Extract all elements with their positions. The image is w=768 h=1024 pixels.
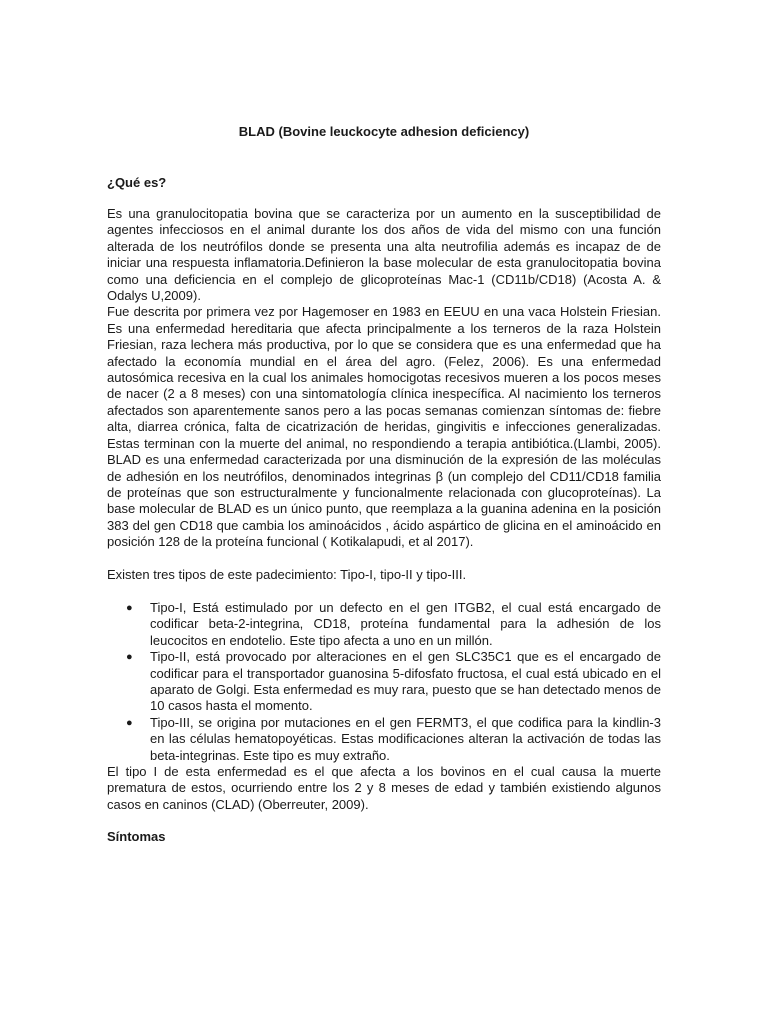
list-item-text: Tipo-I, Está estimulado por un defecto en el gen ITGB2, el cual está encargado de codificar beta-2-integrina, CD18, proteína fundamental para la adhesión de los leucocitos en endotelio. Este tipo afecta a uno en un millón.	[150, 599, 661, 648]
bullet-icon: ●	[126, 651, 133, 664]
list-item	[126, 599, 661, 649]
list-item-text: Tipo-III, se origina por mutaciones en el gen FERMT3, el que codifica para la kindlin-3 en las células hematopoyéticas. Estas modificaciones alteran la activación de todas las beta-integrinas. Este tipo es muy extraño.	[150, 714, 661, 763]
document-title: BLAD (Bovine leuckocyte adhesion deficiency)	[238, 124, 530, 139]
bullet-icon: ●	[126, 716, 133, 729]
bullet-icon: ●	[126, 601, 133, 614]
paragraph-history: Fue descrita por primera vez por Hagemoser en 1983 en EEUU en una vaca Holstein Friesian. Es una enfermedad hereditaria que afecta principalmente a los terneros de la raza Holstein Friesian, raza lechera más productiva, por lo que se considera que es una enfermedad que ha afectado la economía mundial en el área del agro. (Felez, 2006). Es una enfermedad autosómica recesiva en la cual los animales homocigotas recesivos mueren a los pocos meses de nacer (2 a 8 meses) con una sintomatología clínica inespecífica. Al nacimiento los terneros afectados son aparentemente sanos pero a las pocas semanas comienzan síntomas de: fiebre alta, diarrea crónica, falta de cicatrización de heridas, gingivitis e infecciones generalizadas. Estas terminan con la muerte del animal, no respondiendo a terapia antibiótica.(Llambi, 2005). BLAD es una enfermedad caracterizada por una disminución de la expresión de las moléculas de adhesión en los neutrófilos, denominados integrinas β (un complejo del CD11/CD18 familia de proteínas que son estructuralmente y funcionalmente relacionada con glucoproteínas). La base molecular de BLAD es un único punto, que reemplaza a la guanina adenina en la posición 383 del gen CD18 que cambia los aminoácidos , ácido aspártico de glicina en el aminoácido en posición 128 de la proteína funcional ( Kotikalapudi, et al 2017).	[107, 304, 661, 550]
list-item	[126, 714, 661, 764]
paragraph-type-one: El tipo I de esta enfermedad es el que afecta a los bovinos en el cual causa la muerte prematura de estos, ocurriendo entre los 2 y 8 meses de edad y también existiendo algunos casos en caninos (CLAD) (Oberreuter, 2009).	[107, 764, 661, 812]
types-list	[107, 600, 661, 764]
list-item-text: Tipo-II, está provocado por alteraciones en el gen SLC35C1 que es el encargado de codificar para el transportador guanosina 5-difosfato fructosa, el cual está ubicado en el aparato de Golgi. Esta enfermedad es muy rara, puesto que se han detectado menos de 10 casos hasta el momento.	[150, 649, 661, 714]
list-item	[126, 649, 661, 715]
paragraph-types-intro: Existen tres tipos de este padecimiento: Tipo-I, tipo-II y tipo-III.	[107, 566, 467, 582]
heading-sintomas: Síntomas	[107, 829, 166, 845]
paragraph-definition: Es una granulocitopatia bovina que se caracteriza por un aumento en la susceptibilidad de agentes infecciosos en el animal durante los dos años de vida del mismo con una función alterada de los neutrófilos donde se presenta una alta neutrofilia además es incapaz de de iniciar una respuesta inflamatoria.Definieron la base molecular de esta granulocitopatia bovina como una deficiencia en el complejo de glicoproteínas Mac-1 (CD11b/CD18) (Acosta A. & Odalys U,2009).	[107, 206, 661, 304]
heading-que-es: ¿Qué es?	[107, 175, 167, 190]
